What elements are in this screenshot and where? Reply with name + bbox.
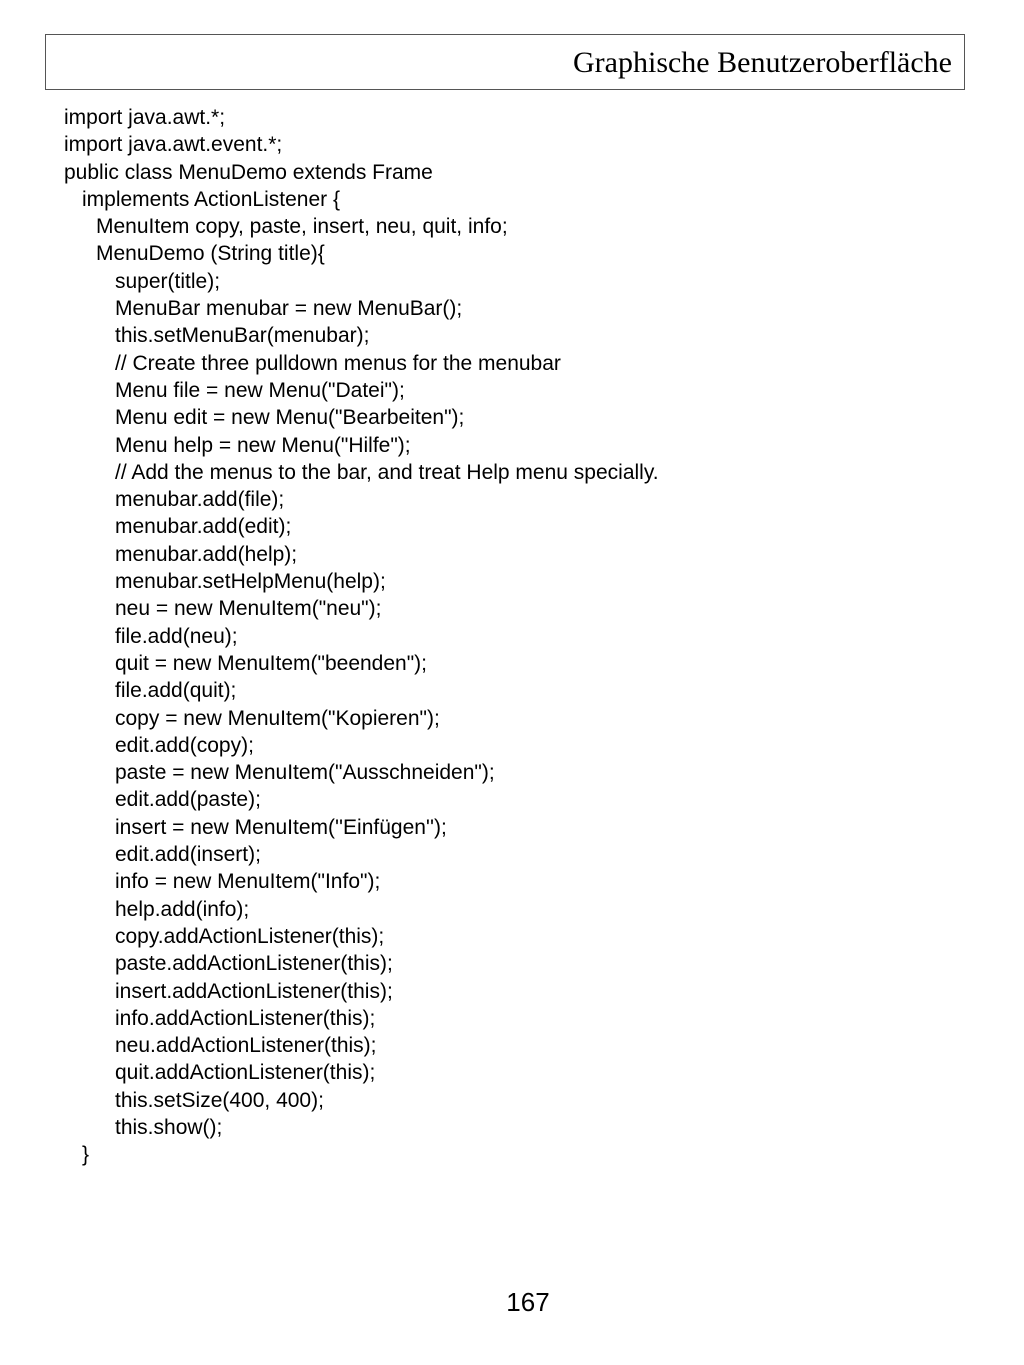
code-line: // Add the menus to the bar, and treat Help menu specially. xyxy=(115,460,659,484)
code-listing xyxy=(64,104,964,1169)
code-line: help.add(info); xyxy=(115,897,250,921)
code-line: paste = new MenuItem("Ausschneiden"); xyxy=(115,761,495,785)
code-line: quit.addActionListener(this); xyxy=(115,1061,376,1085)
code-line: public class MenuDemo extends Frame xyxy=(64,160,433,184)
page-number: 167 xyxy=(506,1287,550,1317)
code-line: this.setSize(400, 400); xyxy=(115,1088,324,1112)
code-line: copy.addActionListener(this); xyxy=(115,924,385,948)
code-line: info = new MenuItem("Info"); xyxy=(115,870,381,894)
code-line: menubar.add(edit); xyxy=(115,515,292,539)
code-line: // Create three pulldown menus for the menubar xyxy=(115,351,561,375)
code-line: MenuDemo (String title){ xyxy=(96,242,325,266)
code-line: neu = new MenuItem("neu"); xyxy=(115,597,382,621)
code-line: menubar.add(help); xyxy=(115,542,298,566)
code-line: } xyxy=(82,1143,90,1167)
code-line: edit.add(copy); xyxy=(115,733,254,757)
code-line: this.setMenuBar(menubar); xyxy=(115,324,370,348)
code-line: menubar.setHelpMenu(help); xyxy=(115,570,386,594)
code-line: info.addActionListener(this); xyxy=(115,1006,376,1030)
code-line: import java.awt.*; xyxy=(64,106,226,129)
code-line: neu.addActionListener(this); xyxy=(115,1034,377,1058)
code-line: edit.add(insert); xyxy=(115,843,261,867)
code-line: MenuItem copy, paste, insert, neu, quit, info; xyxy=(96,215,508,239)
code-line: MenuBar menubar = new MenuBar(); xyxy=(115,297,463,321)
code-line: copy = new MenuItem("Kopieren"); xyxy=(115,706,440,730)
code-line: Menu file = new Menu("Datei"); xyxy=(115,378,405,402)
code-line: insert = new MenuItem(''Einfügen''); xyxy=(115,815,447,839)
header-box xyxy=(45,34,965,90)
code-line: implements ActionListener { xyxy=(82,187,340,211)
code-line: import java.awt.event.*; xyxy=(64,133,283,157)
code-line: insert.addActionListener(this); xyxy=(115,979,393,1003)
code-line: Menu edit = new Menu("Bearbeiten"); xyxy=(115,406,465,430)
code-line: super(title); xyxy=(115,269,221,293)
code-line: file.add(quit); xyxy=(115,679,237,703)
page-title: Graphische Benutzeroberfläche xyxy=(573,46,952,79)
code-line: quit = new MenuItem("beenden"); xyxy=(115,651,428,675)
code-line: file.add(neu); xyxy=(115,624,238,648)
code-line: Menu help = new Menu("Hilfe"); xyxy=(115,433,411,457)
code-line: paste.addActionListener(this); xyxy=(115,952,393,976)
code-line: edit.add(paste); xyxy=(115,788,261,812)
code-line: menubar.add(file); xyxy=(115,488,285,512)
code-line: this.show(); xyxy=(115,1115,223,1139)
